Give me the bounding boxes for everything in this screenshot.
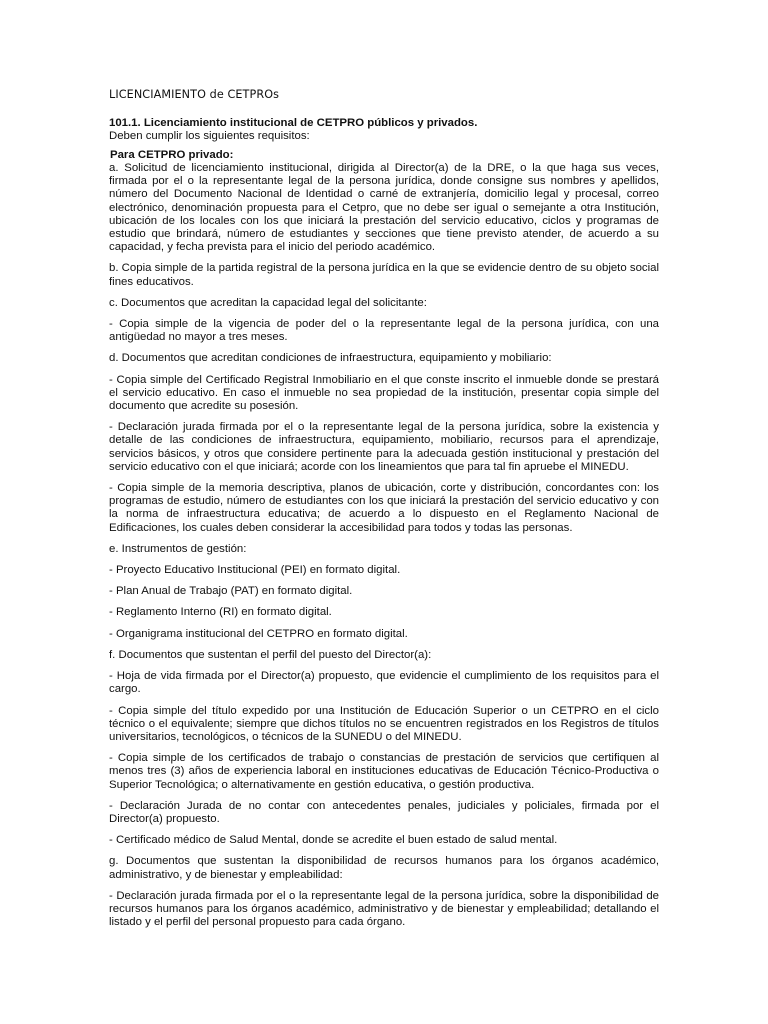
requirement-f-item-2: - Copia simple del título expedido por una Institución de Educación Superior o un CETPRO en el ciclo técnico o el equivalente; siempre que dichos títulos no se encuentren registrados en los Registros de títulos universitarios, tecnológicos, o técnicos de la SUNEDU o del MINEDU. bbox=[109, 704, 659, 743]
requirement-f-item-3: - Copia simple de los certificados de trabajo o constancias de prestación de servicios que certifiquen al menos tres (3) años de experiencia laboral en instituciones educativas de Educación Técnico-Productiva o Superior Tecnológica; o alternativamente en gestión educativa, o gestión productiva. bbox=[109, 752, 659, 791]
requirement-e-item-2: - Plan Anual de Trabajo (PAT) en formato digital. bbox=[109, 585, 353, 598]
requirement-d-item-1: - Copia simple del Certificado Registral Inmobiliario en el que conste inscrito el inmueble donde se prestará el servicio educativo. En caso el inmueble no sea propiedad de la institución, presentar copia simple del documento que acredite su posesión. bbox=[109, 373, 659, 413]
requirement-e-item-3: - Reglamento Interno (RI) en formato digital. bbox=[109, 606, 332, 619]
requirement-g: g. Documentos que sustentan la disponibilidad de recursos humanos para los órganos académico, administrativo, y de bienestar y empleabilidad: bbox=[109, 855, 659, 881]
document-title: LICENCIAMIENTO de CETPROs bbox=[109, 88, 280, 101]
requirement-d: d. Documentos que acreditan condiciones de infraestructura, equipamiento y mobiliario: bbox=[109, 352, 552, 365]
requirement-f-item-5: - Certificado médico de Salud Mental, donde se acredite el buen estado de salud mental. bbox=[109, 834, 558, 847]
requirement-d-item-2: - Declaración jurada firmada por el o la representante legal de la persona jurídica, sobre la existencia y detalle de las condiciones de infraestructura, equipamiento, mobiliario, recursos para el aprendizaje, servicios básicos, y otros que considere pertinente para la adecuada gestión institucional y prestación del servicio educativo con el que iniciará; acorde con los lineamientos que para tal fin apruebe el MINEDU. bbox=[109, 421, 659, 473]
section-heading: 101.1. Licenciamiento institucional de CETPRO públicos y privados. bbox=[109, 117, 478, 129]
subheading-private-cetpro: Para CETPRO privado: bbox=[110, 149, 234, 161]
requirement-g-item-1: - Declaración jurada firmada por el o la representante legal de la persona jurídica, sobre la disponibilidad de recursos humanos para los órganos académico, administrativo y de bienestar y empleabilidad; detallando el listado y el perfil del personal propuesto para cada órgano. bbox=[109, 889, 659, 929]
requirement-e: e. Instrumentos de gestión: bbox=[109, 542, 247, 555]
requirement-f: f. Documentos que sustentan el perfil del puesto del Director(a): bbox=[109, 648, 432, 661]
requirement-b: b. Copia simple de la partida registral de la persona jurídica en la que se evidencie dentro de su objeto social fines educativos. bbox=[109, 262, 659, 288]
requirement-a: a. Solicitud de licenciamiento institucional, dirigida al Director(a) de la DRE, o la que haga sus veces, firmada por el o la representante legal de la persona jurídica, donde consigne sus nombres y apellidos, número del Documento Nacional de Identidad o carné de extranjería, domicilio legal y procesal, correo electrónico, denominación propuesta para el Cetpro, que no debe ser igual o semejante a otra Institución, ubicación de los locales con los que iniciará la prestación del servicio educativo, ciclos y programas de estudio que brindará, número de estudiantes y secciones que tiene previsto atender, de acuerdo a su capacidad, y fecha prevista para el inicio del periodo académico. bbox=[109, 162, 659, 254]
requirement-c: c. Documentos que acreditan la capacidad legal del solicitante: bbox=[109, 296, 427, 309]
requirement-c-item: - Copia simple de la vigencia de poder del o la representante legal de la persona jurídica, con una antigüedad no mayor a tres meses. bbox=[109, 318, 659, 344]
intro-text: Deben cumplir los siguientes requisitos: bbox=[109, 130, 310, 142]
document-page bbox=[109, 88, 659, 937]
requirement-d-item-3: - Copia simple de la memoria descriptiva, planos de ubicación, corte y distribución, concordantes con: los programas de estudio, número de estudiantes con los que iniciará la prestación del servicio educativo y con la norma de infraestructura educativa; de acuerdo a lo dispuesto en el Reglamento Nacional de Edificaciones, los cuales deben considerar la accesibilidad para todos y todas las personas. bbox=[109, 482, 659, 534]
requirement-f-item-1: - Hoja de vida firmada por el Director(a) propuesto, que evidencie el cumplimiento de los requisitos para el cargo. bbox=[109, 670, 659, 696]
requirement-e-item-4: - Organigrama institucional del CETPRO en formato digital. bbox=[109, 627, 408, 640]
requirement-f-item-4: - Declaración Jurada de no contar con antecedentes penales, judiciales y policiales, firmada por el Director(a) propuesto. bbox=[109, 799, 659, 825]
requirement-e-item-1: - Proyecto Educativo Institucional (PEI) en formato digital. bbox=[109, 564, 401, 577]
